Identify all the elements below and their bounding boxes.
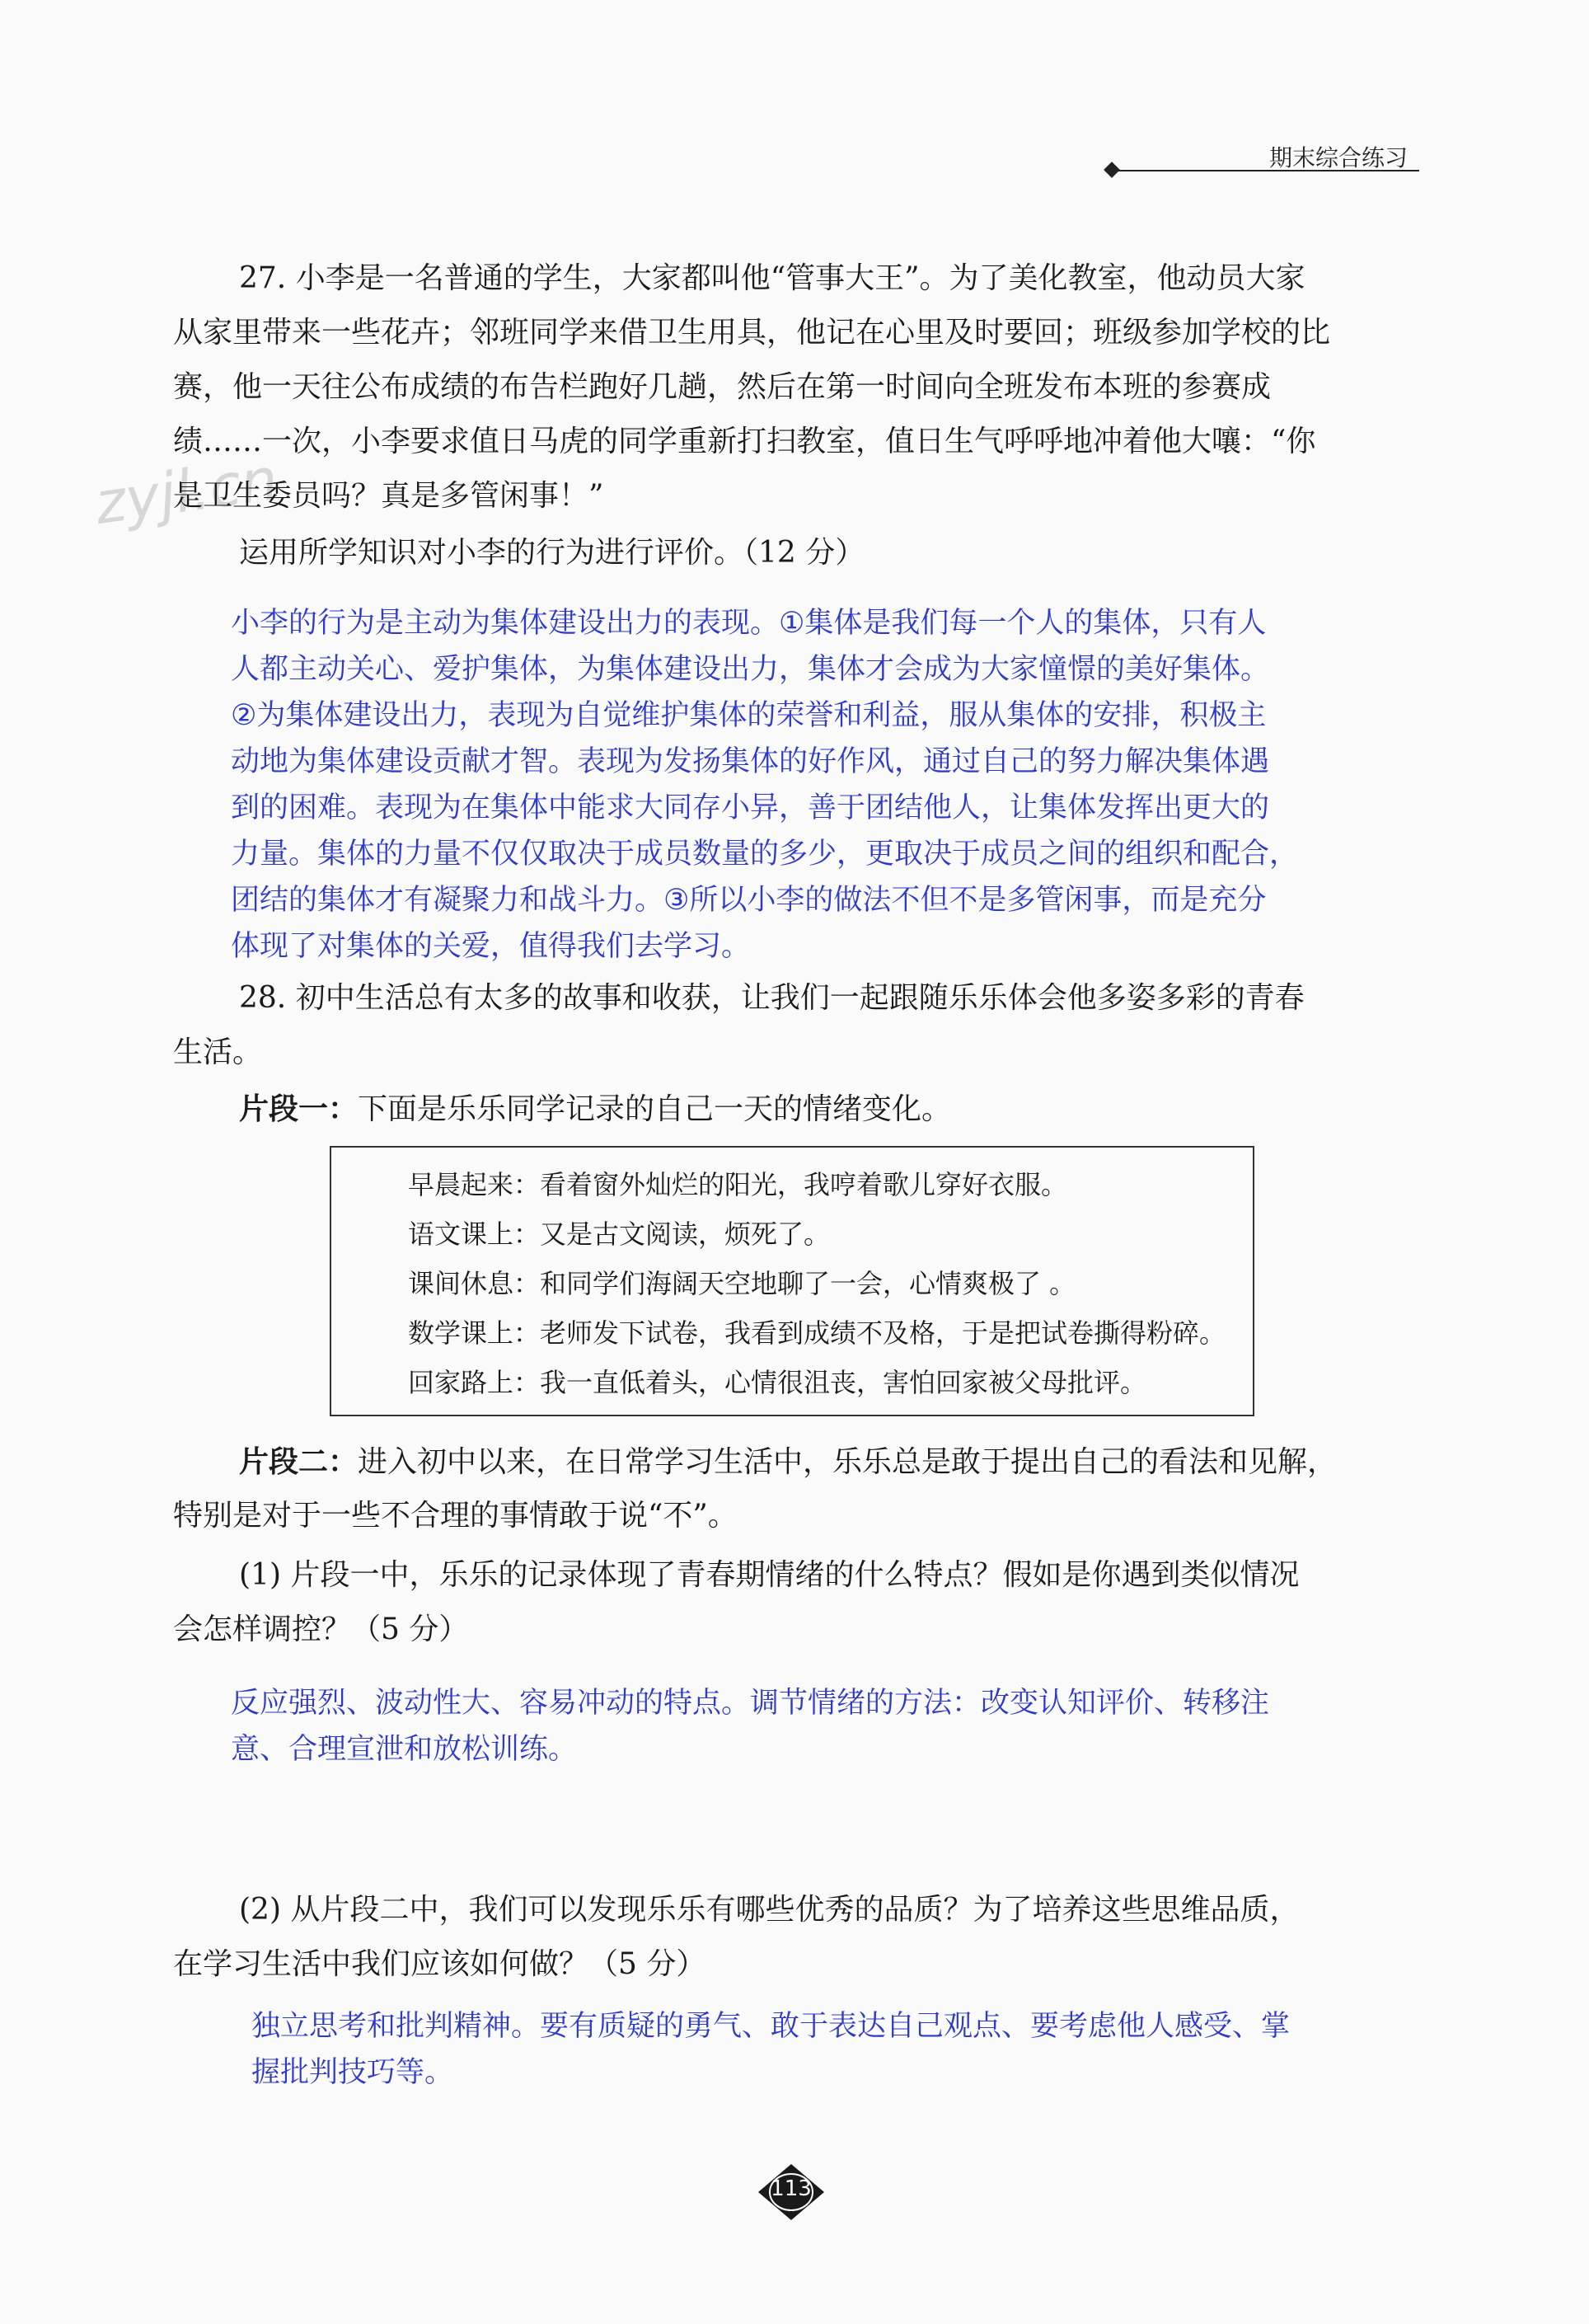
q27-answer-line-3: ②为集体建设出力，表现为自觉维护集体的荣誉和利益，服从集体的安排，积极主	[231, 699, 1267, 732]
q28-intro-line-2: 生活。	[173, 1035, 263, 1069]
q27-answer-line-5: 到的困难。表现为在集体中能求大同存小异，善于团结他人，让集体发挥出更大的	[231, 791, 1270, 824]
mood-record-line: 课间休息：和同学们海阔天空地聊了一会，心情爽极了 。	[408, 1268, 1076, 1299]
q27-line-3: 赛，他一天往公布成绩的布告栏跑好几趟，然后在第一时间向全班发布本班的参赛成	[173, 370, 1272, 404]
q27-prompt: 运用所学知识对小李的行为进行评价。（12 分）	[239, 536, 865, 570]
q27-answer-line-8: 体现了对集体的关爱，值得我们去学习。	[231, 930, 751, 963]
page-number: 113	[771, 2176, 812, 2201]
q28-intro-line-1: 28. 初中生活总有太多的故事和收获，让我们一起跟随乐乐体会他多姿多彩的青春	[239, 981, 1305, 1015]
q27-answer-line-7: 团结的集体才有凝聚力和战斗力。③所以小李的做法不但不是多管闲事，而是充分	[231, 884, 1267, 917]
header-title: 期末综合练习	[1269, 144, 1409, 171]
mood-record-line: 早晨起来：看着窗外灿烂的阳光，我哼着歌儿穿好衣服。	[408, 1169, 1068, 1200]
q28-sub2-answer-line-1: 独立思考和批判精神。要有质疑的勇气、敢于表达自己观点、要考虑他人感受、掌	[251, 2010, 1291, 2043]
segment-2-label: 片段二：	[239, 1444, 359, 1479]
q28-segment-2-line-2: 特别是对于一些不合理的事情敢于说“不”。	[173, 1499, 738, 1533]
q27-answer-line-2: 人都主动关心、爱护集体，为集体建设出力，集体才会成为大家憧憬的美好集体。	[231, 653, 1270, 686]
q27-answer-line-4: 动地为集体建设贡献才智。表现为发扬集体的好作风，通过自己的努力解决集体遇	[231, 745, 1270, 778]
mood-record-line: 数学课上：老师发下试卷，我看到成绩不及格，于是把试卷撕得粉碎。	[408, 1317, 1226, 1349]
q27-line-2: 从家里带来一些花卉；邻班同学来借卫生用具，他记在心里及时要回；班级参加学校的比	[173, 316, 1331, 350]
mood-record-line: 回家路上：我一直低着头，心情很沮丧，害怕回家被父母批评。	[408, 1367, 1147, 1398]
q28-sub2-answer-line-2: 握批判技巧等。	[251, 2056, 454, 2089]
q28-sub1-answer-line-1: 反应强烈、波动性大、容易冲动的特点。调节情绪的方法：改变认知评价、转移注	[231, 1687, 1270, 1720]
q28-sub1-line-1: (1) 片段一中，乐乐的记录体现了青春期情绪的什么特点？假如是你遇到类似情况	[239, 1558, 1300, 1592]
q28-segment-1: 片段一：下面是乐乐同学记录的自己一天的情绪变化。	[239, 1092, 952, 1126]
q27-answer-line-6: 力量。集体的力量不仅仅取决于成员数量的多少，更取决于成员之间的组织和配合，	[231, 838, 1299, 871]
q27-answer-line-1: 小李的行为是主动为集体建设出力的表现。①集体是我们每一个人的集体，只有人	[231, 607, 1267, 640]
q27-line-1: 27. 小李是一名普通的学生，大家都叫他“管事大王”。为了美化教室，他动员大家	[239, 261, 1305, 295]
q28-segment-2-line-1: 片段二：进入初中以来，在日常学习生活中，乐乐总是敢于提出自己的看法和见解，	[239, 1444, 1338, 1479]
q28-sub2-line-1: (2) 从片段二中，我们可以发现乐乐有哪些优秀的品质？为了培养这些思维品质，	[239, 1893, 1300, 1927]
q28-sub1-answer-line-2: 意、合理宣泄和放松训练。	[231, 1733, 578, 1766]
mood-record-line: 语文课上：又是古文阅读，烦死了。	[408, 1218, 831, 1250]
q28-sub2-line-2: 在学习生活中我们应该如何做？（5 分）	[173, 1947, 706, 1981]
q28-sub1-line-2: 会怎样调控？（5 分）	[173, 1613, 469, 1646]
segment-1-label: 片段一：	[239, 1092, 359, 1126]
q27-line-5: 是卫生委员吗？真是多管闲事！”	[173, 479, 604, 513]
q27-line-4: 绩……一次，小李要求值日马虎的同学重新打扫教室，值日生气呼呼地冲着他大嚷：“你	[173, 425, 1316, 458]
watermark: zyjl.cn	[91, 444, 282, 538]
